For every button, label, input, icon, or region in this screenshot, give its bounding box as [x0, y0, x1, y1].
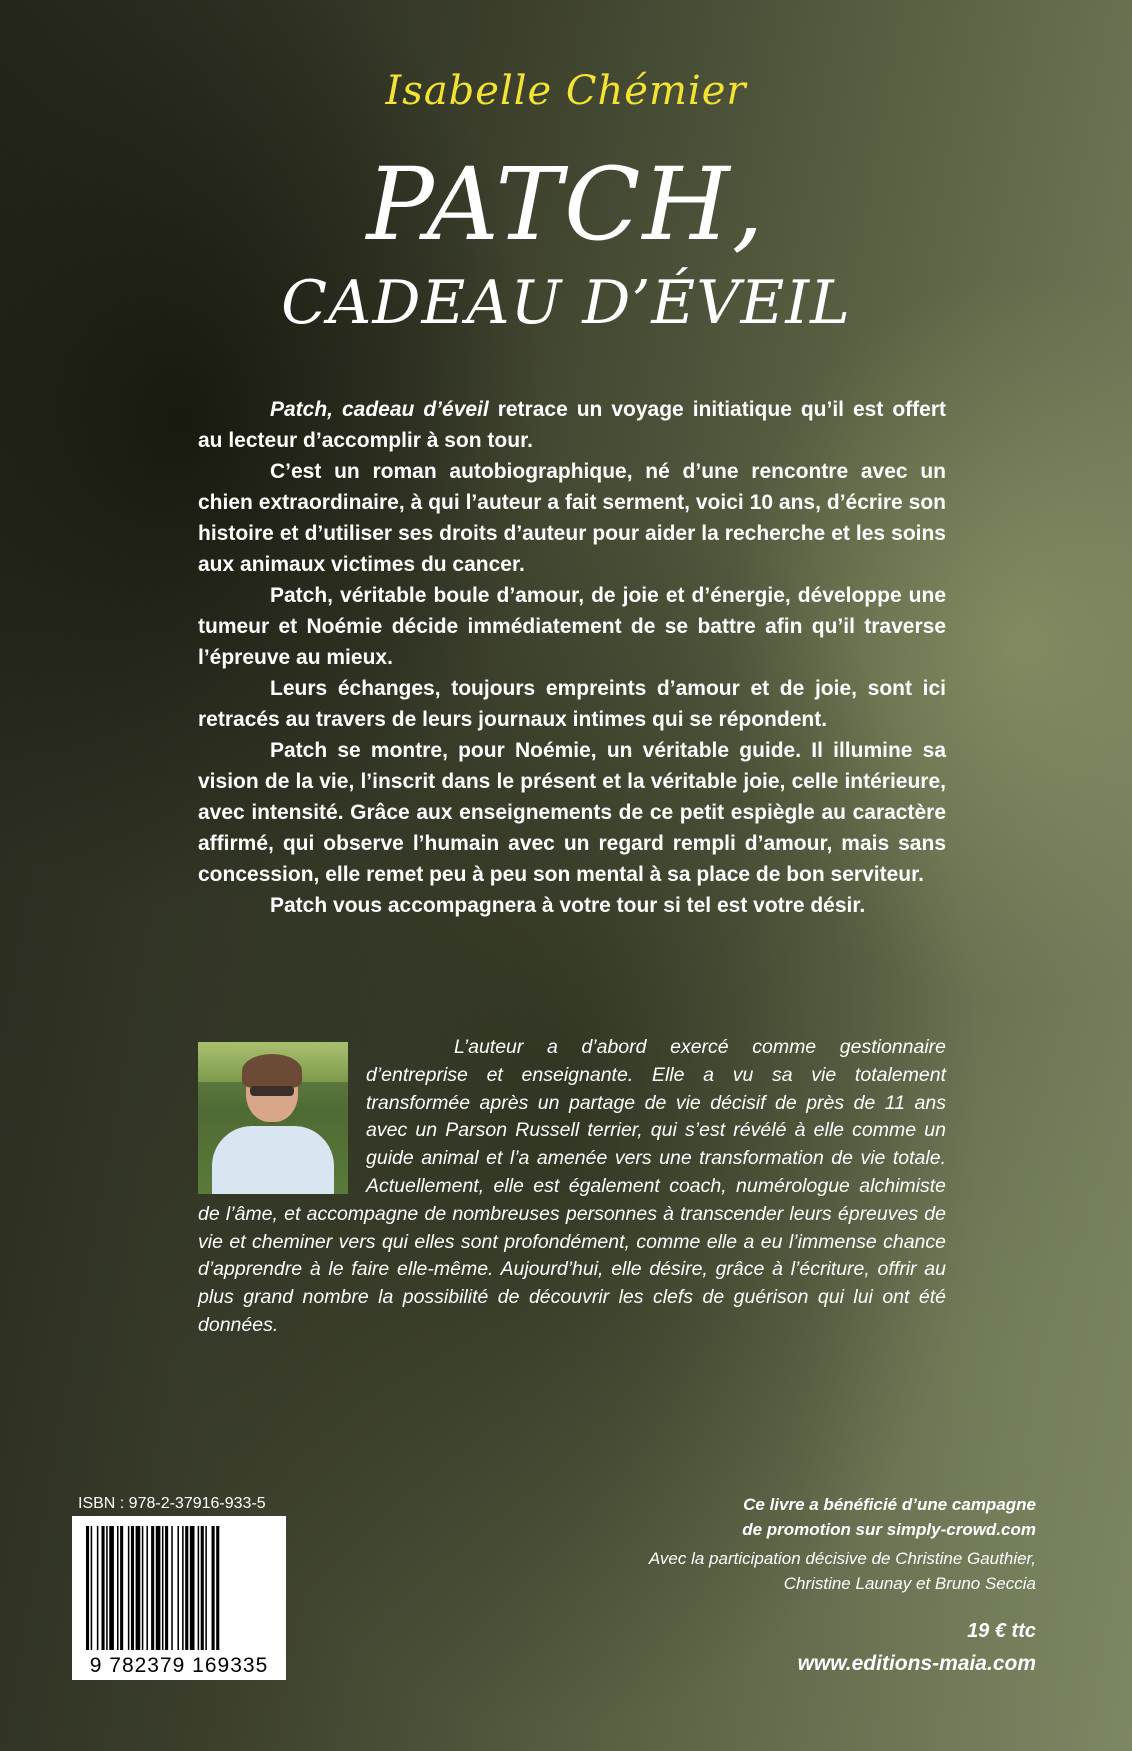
blurb-paragraph-4: Leurs échanges, toujours empreints d’amour et de joie, sont ici retracés au travers de leurs journaux intimes qui se répondent.: [198, 677, 946, 731]
barcode-bar: [146, 1526, 148, 1650]
author-name: Isabelle Chémier: [385, 68, 747, 114]
blurb-paragraph-1-rest: retrace un voyage initiatique qu’il est offert au lecteur d’accomplir à son tour.: [198, 398, 946, 452]
blurb-paragraph-6: Patch vous accompagnera à votre tour si tel est votre désir.: [270, 894, 866, 917]
barcode-bar: [171, 1526, 173, 1650]
barcode: [72, 1516, 286, 1680]
blurb-title-italic: Patch, cadeau d’éveil: [270, 398, 489, 421]
photo-hair: [242, 1054, 302, 1088]
author-photo: [198, 1042, 348, 1194]
blurb-paragraph-5: Patch se montre, pour Noémie, un véritable guide. Il illumine sa vision de la vie, l’inscrit dans le présent et la véritable joie, celle intérieure, avec intensité. Grâce aux enseignements de ce petit espiègle au caractère affirmé, qui observe l’humain avec un regard rempli d’amour, mais sans concession, elle remet peu à peu son mental à sa place de bon serviteur.: [198, 739, 946, 886]
blurb-paragraph-1: [198, 394, 946, 456]
barcode-bar: [109, 1526, 114, 1650]
credit-line-2: de promotion sur simply-crowd.com: [742, 1520, 1036, 1539]
barcode-bar: [102, 1526, 105, 1650]
photo-glasses: [250, 1086, 294, 1096]
photo-shirt: [212, 1126, 334, 1194]
publisher-website: www.editions-maia.com: [797, 1652, 1036, 1675]
barcode-bar: [205, 1526, 207, 1650]
barcode-bar: [142, 1526, 144, 1650]
barcode-bar: [120, 1526, 123, 1650]
book-title: PATCH,: [366, 146, 766, 263]
barcode-bar: [182, 1526, 184, 1650]
barcode-bar: [198, 1526, 200, 1650]
barcode-bar: [131, 1526, 134, 1650]
barcode-bar: [190, 1526, 195, 1650]
barcode-bar: [91, 1526, 93, 1650]
bio-text: L’auteur a d’abord exercé comme gestionnaire d’entreprise et enseignante. Elle a vu sa vie totalement transformée après un partage de vie décisif de près de 11 ans avec un Parson Russell terrier, qui s’est révélé à elle comme un guide animal et l’a amenée vers une transformation de vie totale. Actuellement, elle est également coach, numérologue alchimiste de l’âme, et accompagne de nombreuses personnes à transcender leurs épreuves de vie et cheminer vers qui elles sont profondément, comme elle a eu l’immense chance d’apprendre à le faire elle-même. Aujourd’hui, elle désire, grâce à l’écriture, offrir au plus grand nombre la possibilité de découvrir les clefs de guérison qui lui ont été données.: [198, 1036, 946, 1336]
barcode-bar: [97, 1526, 99, 1650]
isbn-label: ISBN : 978-2-37916-933-5: [78, 1495, 266, 1512]
credit-line-3: Avec la participation décisive de Christine Gauthier,: [648, 1549, 1036, 1568]
barcode-bar: [165, 1526, 168, 1650]
barcode-bar: [156, 1526, 161, 1650]
blurb-text: [198, 394, 946, 921]
barcode-digits: 9 782379 169335: [89, 1654, 269, 1677]
barcode-bar: [136, 1526, 141, 1650]
barcode-bar: [185, 1526, 188, 1650]
blurb-paragraph-2: C’est un roman autobiographique, né d’une rencontre avec un chien extraordinaire, à qui l’auteur a fait serment, voici 10 ans, d’écrire son histoire et d’utiliser ses droits d’auteur pour aider la recherche et les soins aux animaux victimes du cancer.: [198, 460, 946, 576]
barcode-bar: [216, 1526, 219, 1650]
barcode-bar: [162, 1526, 164, 1650]
barcode-bar: [151, 1526, 154, 1650]
barcode-bar: [106, 1526, 108, 1650]
barcode-bar: [128, 1526, 130, 1650]
author-bio: [198, 1034, 946, 1340]
barcode-bar: [201, 1526, 204, 1650]
credit-line-4: Christine Launay et Bruno Seccia: [783, 1574, 1036, 1593]
barcode-bar: [212, 1526, 215, 1650]
barcode-bar: [117, 1526, 119, 1650]
price: 19 € ttc: [967, 1620, 1036, 1642]
barcode-bar: [177, 1526, 179, 1650]
barcode-bar: [86, 1526, 89, 1650]
credit-line-1: Ce livre a bénéficié d’une campagne: [743, 1495, 1036, 1514]
book-subtitle: CADEAU D’ÉVEIL: [281, 268, 851, 338]
blurb-paragraph-3: Patch, véritable boule d’amour, de joie et d’énergie, développe une tumeur et Noémie décide immédiatement de se battre afin qu’il traverse l’épreuve au mieux.: [198, 584, 946, 669]
